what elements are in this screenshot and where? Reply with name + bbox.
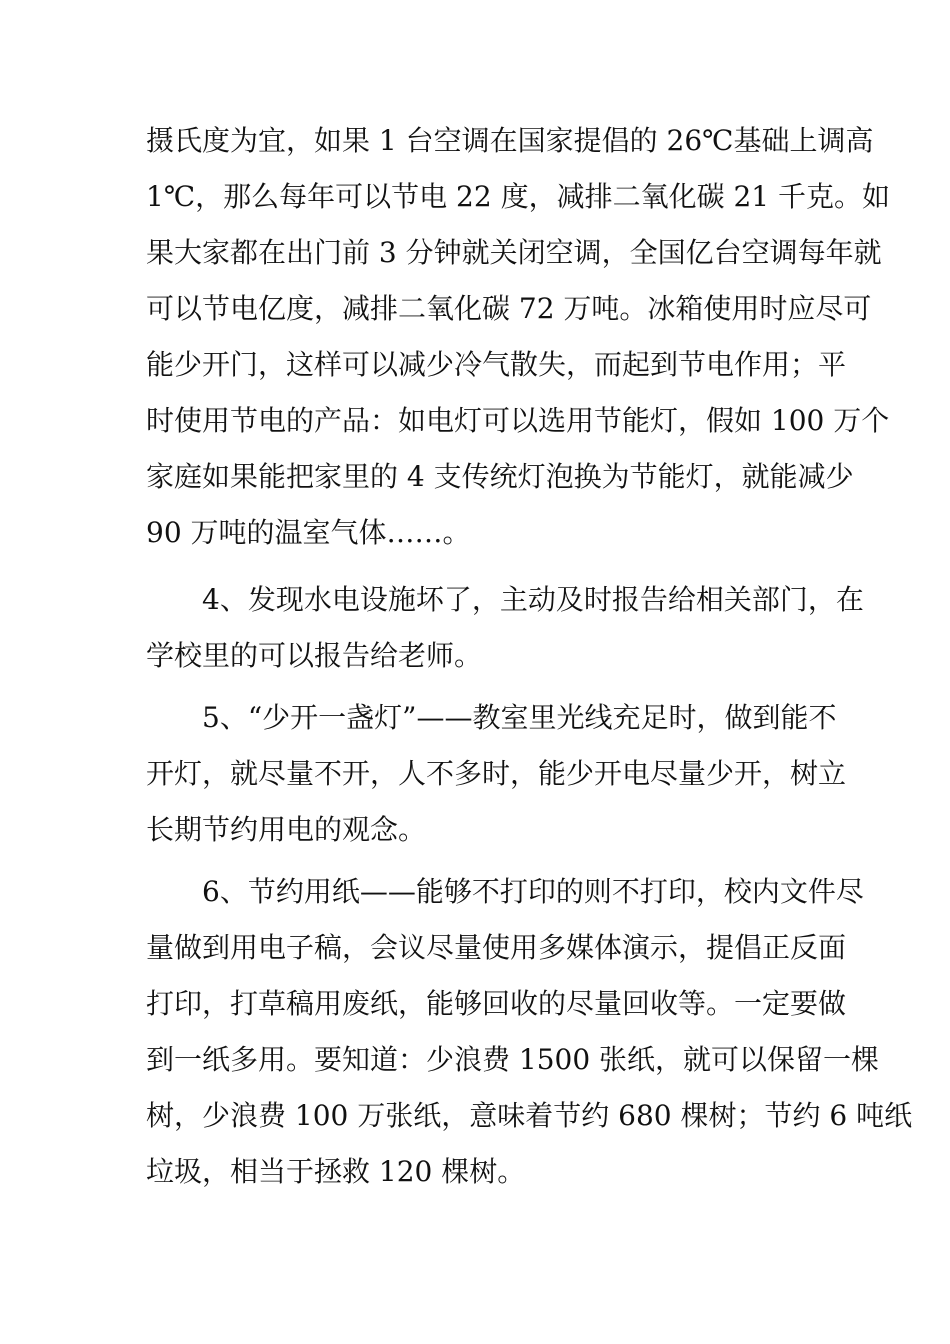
text-line: 长期节约用电的观念。 [146, 813, 427, 846]
text-line: 学校里的可以报告给老师。 [146, 639, 483, 672]
text-line: 能少开门，这样可以减少冷气散失，而起到节电作用；平 [146, 348, 847, 381]
paragraph-4-line: 4、发现水电设施坏了，主动及时报告给相关部门，在 [202, 583, 864, 616]
text-line: 时使用节电的产品：如电灯可以选用节能灯，假如 100 万个 [146, 404, 890, 437]
text-line: 垃圾，相当于拯救 120 棵树。 [146, 1155, 526, 1188]
text-line: 家庭如果能把家里的 4 支传统灯泡换为节能灯，就能减少 [146, 460, 854, 493]
paragraph-5-line: 5、“少开一盏灯”——教室里光线充足时，做到能不 [202, 701, 837, 734]
text-line: 开灯，就尽量不开，人不多时，能少开电尽量少开，树立 [146, 757, 847, 790]
text-line: 摄氏度为宜，如果 1 台空调在国家提倡的 26℃基础上调高 [146, 124, 874, 157]
text-line: 1℃，那么每年可以节电 22 度，减排二氧化碳 21 千克。如 [146, 180, 890, 213]
text-line: 到一纸多用。要知道：少浪费 1500 张纸，就可以保留一棵 [146, 1043, 880, 1076]
text-line: 树，少浪费 100 万张纸，意味着节约 680 棵树；节约 6 吨纸 [146, 1099, 913, 1132]
text-line: 90 万吨的温室气体……。 [146, 516, 471, 549]
text-line: 量做到用电子稿，会议尽量使用多媒体演示，提倡正反面 [146, 931, 847, 964]
paragraph-6-line: 6、节约用纸——能够不打印的则不打印，校内文件尽 [202, 875, 864, 908]
text-line: 打印，打草稿用废纸，能够回收的尽量回收等。一定要做 [146, 987, 847, 1020]
text-line: 果大家都在出门前 3 分钟就关闭空调，全国亿台空调每年就 [146, 236, 882, 269]
text-line: 可以节电亿度，减排二氧化碳 72 万吨。冰箱使用时应尽可 [146, 292, 872, 325]
